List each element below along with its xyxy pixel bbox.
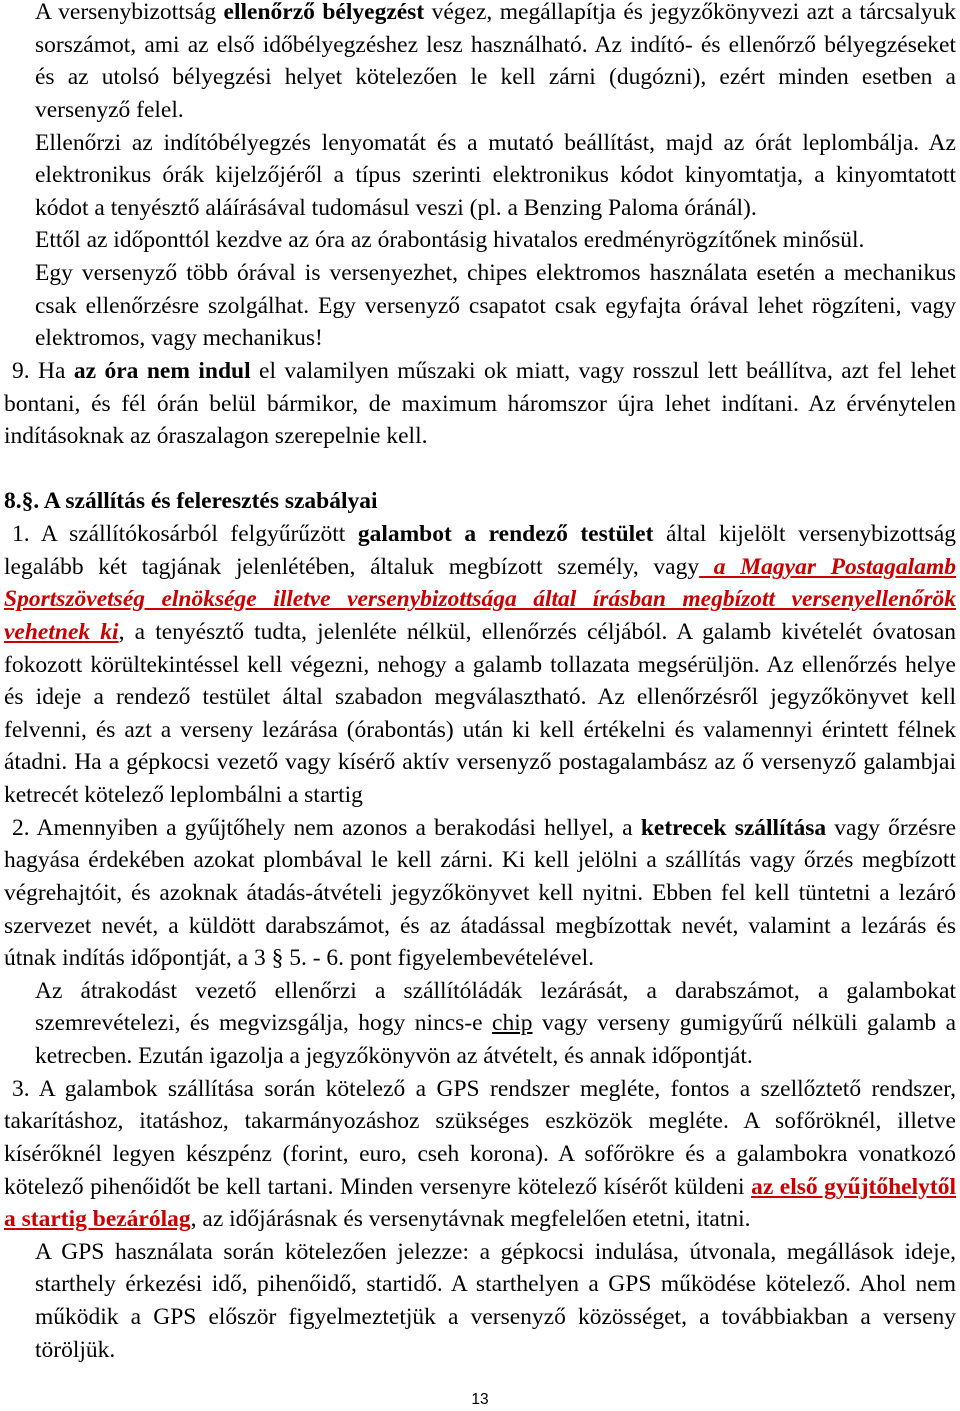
section-heading: 8.§. A szállítás és feleresztés szabályai	[4, 488, 378, 515]
text-line	[4, 518, 956, 551]
paragraph-rule-1	[4, 518, 956, 812]
paragraph-clock-seal	[35, 127, 956, 225]
paragraph-item-9	[4, 355, 956, 453]
blank-line	[0, 453, 960, 486]
text-line: ketrecét kötelező leplombálni a startig	[4, 782, 363, 808]
text-line: felvenni, és azt a verseny lezárása (órabontás) után ki kell értékelni és valamennyi érintett félnek	[4, 716, 956, 743]
emphasis-underlined-phrase: az első gyűjtőhelytől	[751, 1173, 956, 1200]
text-line: elektronikus órák kijelzőjéről a típus szerinti elektronikus kódot kinyomtatja, a kinyomtatott	[35, 162, 956, 189]
text-line: bontani, és fél órán belül bármikor, de maximum háromszor újra lehet indítani. Az érvénytelen	[4, 390, 956, 417]
text-line	[4, 551, 956, 584]
text-line	[4, 1171, 956, 1204]
paragraph-rule-3	[4, 1073, 956, 1236]
emphasis-underlined-phrase: Sportszövetség elnöksége illetve versenybizottsága által írásban megbízott versenyellenőrök	[4, 586, 956, 613]
paragraph-rule-2	[4, 812, 956, 975]
text-line: takarításhoz, itatáshoz, takarmányozáshoz szükséges eszközök megléte. A sofőröknél, illetve	[4, 1108, 956, 1135]
bold-phrase: ketrecek szállítása	[640, 814, 827, 841]
text-line: végrehajtóit, és azoknak átadás-átvételi jegyzőkönyvet kell nyitni. Ebben fel kell tüntetni a lezáró	[4, 879, 956, 906]
text-line	[4, 583, 956, 616]
text-line: szervezet nevét, a küldött darabszámot, és az átadással megbízottak nevét, valamint a lezárás és	[4, 912, 956, 939]
emphasis-underlined-phrase: vehetnek ki	[4, 618, 119, 645]
text-run: A versenybizottság	[35, 0, 224, 25]
text-line: versenyző felel.	[35, 96, 184, 123]
text-line: elektromos, vagy mechanikus!	[35, 325, 323, 352]
text-run: legalább két tagjának jelenlétében, általuk megbízott személy, vagy	[4, 553, 700, 580]
text-line	[4, 355, 956, 388]
text-line: Az átrakodást vezető ellenőrzi a szállítóládák lezárását, a darabszámot, a galambokat	[35, 977, 956, 1004]
text-line: kódot a tenyésztő aláírásával tudomásul veszi (pl. a Benzing Paloma óránál).	[35, 194, 757, 221]
paragraph-official-recorder	[35, 224, 956, 257]
text-line	[35, 1007, 956, 1040]
underlined-word: chip	[492, 1010, 533, 1037]
text-line: útnak indítás időpontját, a 3 § 5. - 6. pont figyelembevételével.	[4, 945, 594, 972]
text-line: sorszámot, ami az első időbélyegzéshez lesz használható. Az indító- és ellenőrző bélyegzéseket	[35, 31, 956, 58]
text-run: által kijelölt versenybizottság	[653, 521, 957, 547]
text-run: végez, megállapítja és jegyzőkönyvezi azt a tárcsalyuk	[424, 0, 956, 25]
text-line: ketrecben. Ezután igazolja a jegyzőkönyvön az átvételt, és annak időpontját.	[35, 1043, 753, 1069]
text-run: el valamilyen műszaki ok miatt, vagy rosszul lett beállítva, azt fel lehet	[250, 357, 956, 384]
text-line: A GPS használata során kötelezően jelezze: a gépkocsi indulása, útvonala, megállások ideje,	[35, 1238, 956, 1265]
text-line: átadni. Ha a gépkocsi vezető vagy kísérő aktív versenyző postagalambász az ő versenyző galambjai	[4, 749, 956, 776]
text-line: 3. A galambok szállítása során kötelező a GPS rendszer megléte, fontos a szellőztető rendszer,	[12, 1075, 956, 1102]
text-line: fokozott körültekintéssel kell végezni, nehogy a galamb tollazata megsérüljön. Az ellenőrzés helye	[4, 651, 956, 678]
text-run: szemrevételezi, és megvizsgálja, hogy nincs-e	[35, 1010, 493, 1037]
text-line: Egy versenyző több órával is versenyezhet, chipes elektromos használata esetén a mechanikus	[35, 260, 956, 286]
paragraph-multiple-clocks	[35, 257, 956, 355]
bold-phrase: galambot a rendező testület	[357, 521, 654, 547]
text-line: Ellenőrzi az indítóbélyegzés lenyomatát és a mutató beállítást, majd az órát leplombálja. Az	[35, 129, 956, 156]
text-line	[4, 616, 956, 649]
text-run: kötelező pihenőidőt be kell tartani. Minden versenyre kötelező kísérőt küldeni	[4, 1173, 752, 1200]
text-run: 1. A szállítókosárból felgyűrűzött	[12, 521, 358, 547]
text-run: , az időjárásnak és versenytávnak megfelelően etetni, itatni.	[190, 1206, 751, 1233]
text-line	[4, 812, 956, 845]
paragraph-rule-3-gps	[35, 1236, 956, 1367]
paragraph-rule-2-transfer	[35, 975, 956, 1073]
text-line: és ideje a rendező testület által szabadon megválasztható. Az ellenőrzésről jegyzőkönyvet kell	[4, 684, 956, 711]
text-line: és az utolsó bélyegzési helyet kötelezően le kell zárni (dugózni), ezért minden esetben a	[35, 64, 956, 91]
text-run: , a tenyésztő tudta, jelenléte nélkül, ellenőrzés céljából. A galamb kivételét óvatosan	[118, 618, 957, 645]
text-line: indításoknak az óraszalagon szerepelnie kell.	[4, 423, 428, 450]
text-line: működik a GPS először figyelmeztetjük a versenyző közösséget, a továbbiakban a verseny	[35, 1304, 956, 1330]
paragraph-stamp-check	[35, 0, 956, 127]
bold-phrase: az óra nem indul	[73, 357, 251, 384]
page-number: 13	[471, 1391, 489, 1408]
text-line: Ettől az időponttól kezdve az óra az órabontásig hivatalos eredményrögzítőnek minősül.	[35, 227, 865, 254]
text-line: csak ellenőrzésre szolgálhat. Egy versenyző csapatot csak egyfajta órával lehet rögzíteni, vagy	[35, 292, 956, 319]
emphasis-underlined-phrase: a Magyar Postagalamb	[699, 553, 956, 580]
bold-phrase: ellenőrző bélyegzést	[223, 0, 425, 25]
text-line: starthely érkezési idő, pihenőidő, startidő. A starthelyen a GPS működése kötelező. Ahol nem	[35, 1271, 956, 1298]
section-8	[4, 485, 956, 974]
emphasis-underlined-phrase: a startig bezárólag	[4, 1206, 191, 1233]
text-run: vagy őrzésre	[826, 814, 957, 841]
text-line: hagyása érdekében azokat plombával le kell zárni. Ki kell jelölni a szállítás vagy őrzés megbízott	[4, 847, 956, 874]
text-run: 9. Ha	[12, 357, 74, 384]
text-line: töröljük.	[35, 1336, 116, 1363]
text-run: 2. Amennyiben a gyűjtőhely nem azonos a berakodási hellyel, a	[12, 814, 641, 841]
text-run: vagy verseny gumigyűrű nélküli galamb a	[532, 1010, 956, 1037]
text-line: kísérőknél legyen készpénz (forint, euro, cseh korona). A sofőrökre és a galambokra vonatkozó	[4, 1140, 956, 1167]
text-line	[35, 0, 956, 29]
text-line	[4, 1203, 956, 1236]
